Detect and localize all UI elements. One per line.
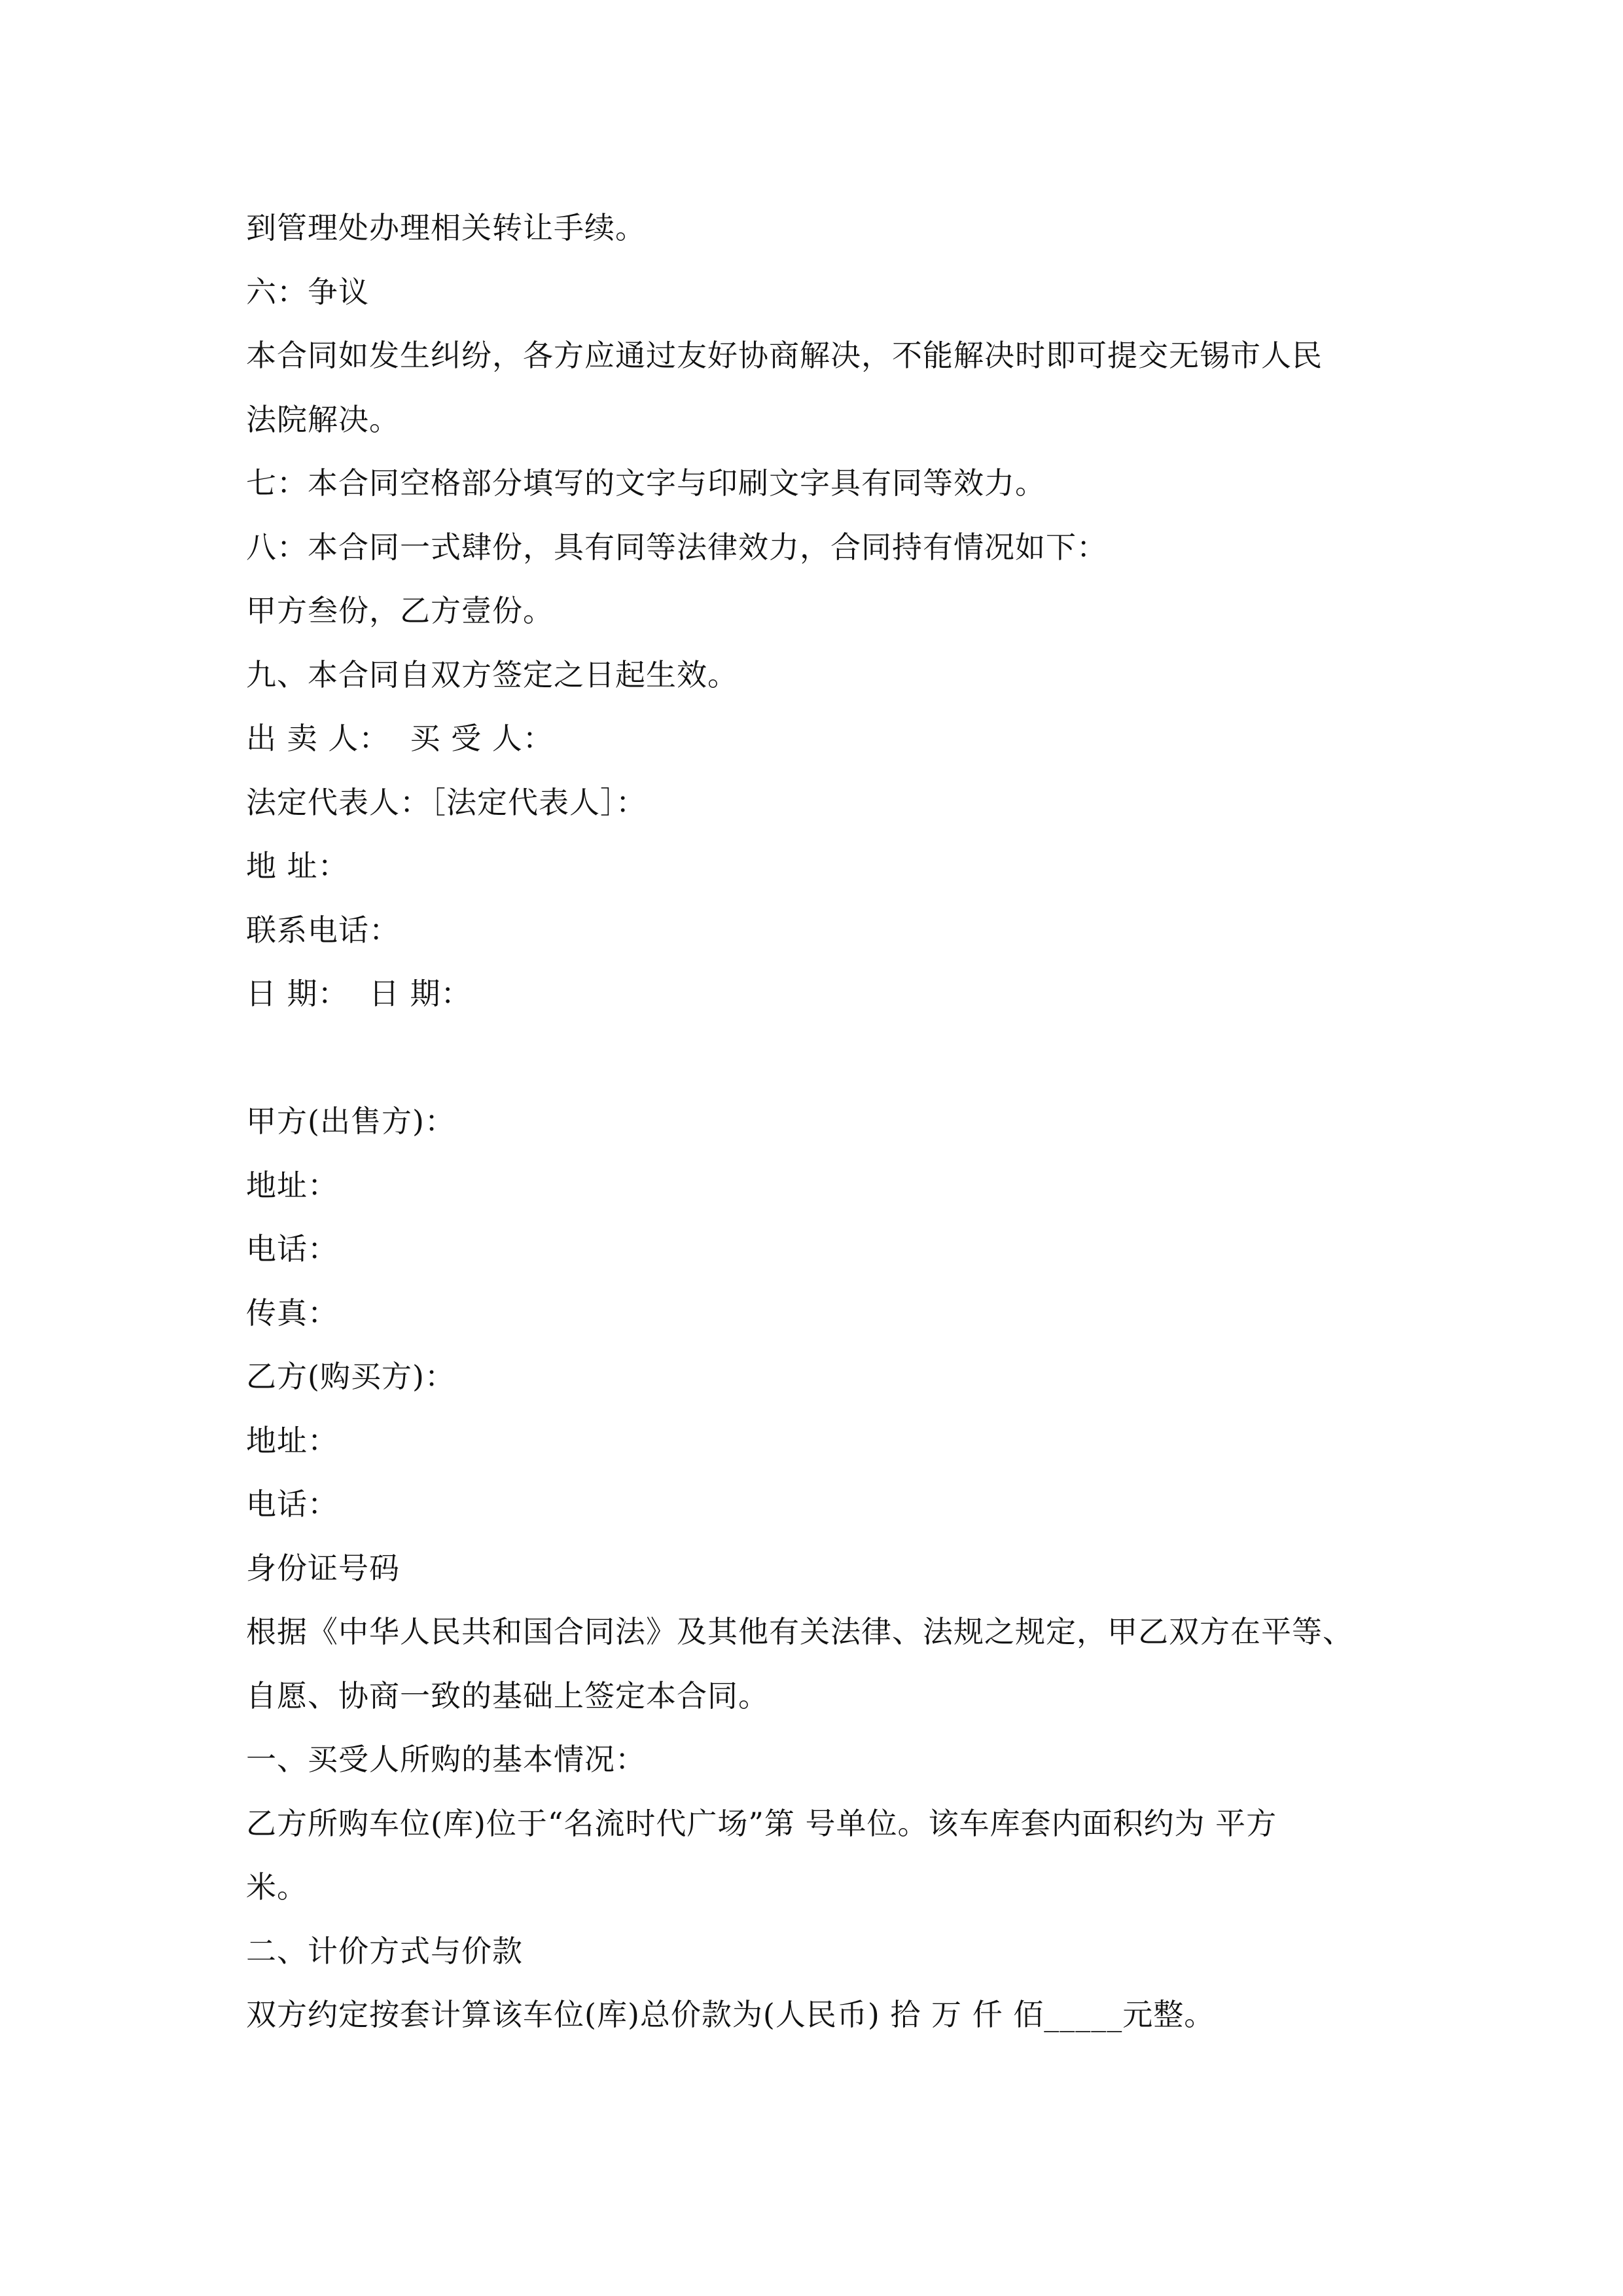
party-field-line: 乙方(购买方)：	[246, 1359, 455, 1394]
party-field-line: 电话：	[246, 1486, 338, 1522]
section-heading: 二、计价方式与价款	[246, 1933, 523, 1969]
signature-field-line: 地 址：	[246, 848, 349, 884]
signature-field-line: 法定代表人：［法定代表人］：	[246, 785, 647, 820]
party-field-line: 地址：	[246, 1168, 338, 1203]
text-line: 九、本合同自双方签定之日起生效。	[246, 657, 738, 692]
text-line: 双方约定按套计算该车位(库)总价款为(人民币) 拾 万 仟 佰_____元整。	[246, 1997, 1215, 2032]
text-line: 自愿、协商一致的基础上签定本合同。	[246, 1678, 769, 1713]
text-line: 本合同如发生纠纷，各方应通过友好协商解决，不能解决时即可提交无锡市人民	[246, 338, 1323, 373]
signature-field-line: 联系电话：	[246, 912, 400, 948]
signature-field-line: 日 期： 日 期：	[246, 976, 472, 1011]
party-field-line: 电话：	[246, 1231, 338, 1266]
text-line: 到管理处办理相关转让手续。	[246, 210, 646, 245]
text-line: 八：本合同一式肆份，具有同等法律效力，合同持有情况如下：	[246, 529, 1107, 565]
text-line: 法院解决。	[246, 402, 400, 437]
section-heading: 一、买受人所购的基本情况：	[246, 1742, 646, 1777]
text-line: 甲方叁份，乙方壹份。	[246, 593, 554, 628]
text-line: 七：本合同空格部分填写的文字与印刷文字具有同等效力。	[246, 465, 1046, 501]
party-field-line: 传真：	[246, 1295, 338, 1331]
party-field-line: 地址：	[246, 1423, 338, 1458]
party-field-line: 身份证号码	[246, 1551, 400, 1586]
text-line: 乙方所购车位(库)位于“名流时代广场”第 号单位。该车库套内面积约为 平方	[246, 1806, 1277, 1841]
text-line: 米。	[246, 1869, 308, 1905]
section-heading: 六：争议	[246, 274, 369, 310]
signature-field-line: 出 卖 人： 买 受 人：	[246, 721, 554, 756]
text-line: 根据《中华人民共和国合同法》及其他有关法律、法规之规定，甲乙双方在平等、	[246, 1614, 1353, 1649]
party-field-line: 甲方(出售方)：	[246, 1103, 455, 1139]
